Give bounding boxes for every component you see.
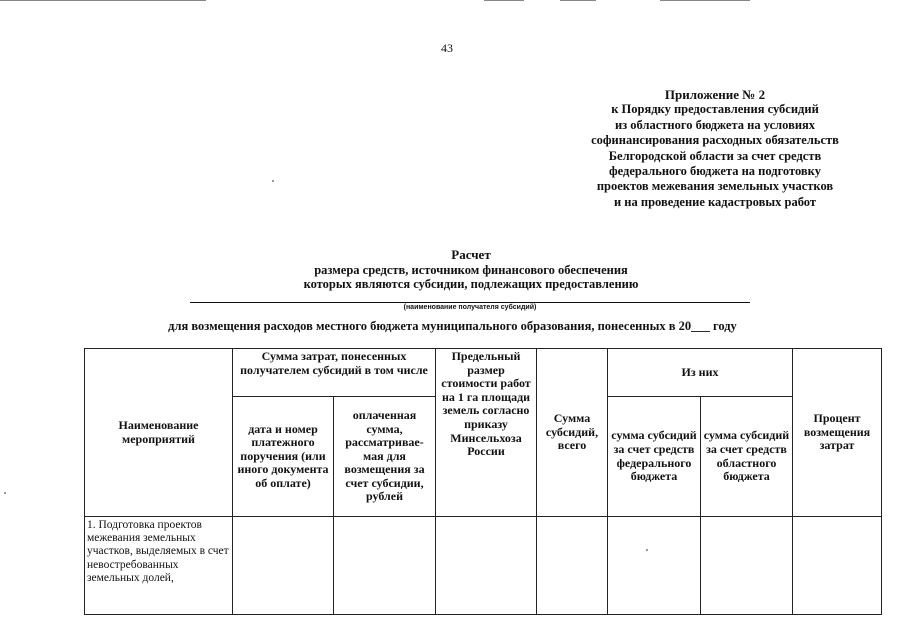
appendix-title: Приложение № 2 bbox=[664, 87, 766, 102]
cell-federal bbox=[608, 517, 701, 615]
cell-payment-doc bbox=[233, 517, 334, 615]
recipient-caption: (наименование получателя субсидий) bbox=[403, 304, 537, 311]
table-row bbox=[85, 517, 882, 615]
scan-artifact bbox=[0, 0, 206, 1]
appendix-header bbox=[545, 87, 885, 210]
purpose-line: для возмещения расходов местного бюджета муниципального образования, понесенных в 20___ году bbox=[168, 319, 737, 333]
scan-artifact bbox=[660, 0, 750, 1]
cell-max-cost bbox=[436, 517, 537, 615]
appendix-line: из областного бюджета на условиях bbox=[614, 117, 816, 132]
page-number: 43 bbox=[441, 41, 453, 55]
appendix-line: федерального бюджета на подготовку bbox=[609, 164, 821, 179]
scan-speck bbox=[4, 492, 6, 494]
calculation-title-line: размера средств, источником финансового обеспечения bbox=[314, 262, 628, 277]
cell-paid-amount bbox=[334, 517, 436, 615]
cell-regional bbox=[701, 517, 793, 615]
header-percent: Процент возмещения затрат bbox=[793, 349, 882, 517]
scan-artifact bbox=[560, 0, 596, 1]
header-costs-group: Сумма затрат, понесенных получателем субсидий в том числе bbox=[233, 349, 436, 397]
header-name: Наименование мероприятий bbox=[85, 349, 233, 517]
appendix-line: проектов межевания земельных участков bbox=[596, 179, 834, 194]
header-regional: сумма субсидий за счет средств областного бюджета bbox=[701, 397, 793, 517]
calculation-table bbox=[84, 348, 882, 615]
cell-percent bbox=[793, 517, 882, 615]
calculation-title-line: которых являются субсидии, подлежащих предоставлению bbox=[303, 277, 639, 291]
calculation-title bbox=[230, 248, 712, 292]
appendix-line: софинансирования расходных обязательств bbox=[591, 133, 839, 148]
appendix-line: Белгородской области за счет средств bbox=[608, 148, 822, 163]
calculation-title-line: Расчет bbox=[451, 247, 491, 262]
scan-artifact bbox=[484, 0, 524, 1]
header-subsidy-total: Сумма субсидий, всего bbox=[537, 349, 608, 517]
header-of-which: Из них bbox=[608, 349, 793, 397]
scan-speck bbox=[272, 180, 274, 182]
header-paid-amount: оплаченная сумма, рассматривае-мая для возмещения за счет субсидии, рублей bbox=[334, 397, 436, 517]
header-payment-doc: дата и номер платежного поручения (или иного документа об оплате) bbox=[233, 397, 334, 517]
cell-subsidy-total bbox=[537, 517, 608, 615]
appendix-line: к Порядку предоставления субсидий bbox=[611, 102, 819, 117]
header-max-cost: Предельный размер стоимости работ на 1 га площади земель согласно приказу Минсельхоза России bbox=[436, 349, 537, 517]
header-federal: сумма субсидий за счет средств федерального бюджета bbox=[608, 397, 701, 517]
appendix-line: и на проведение кадастровых работ bbox=[613, 194, 817, 209]
cell-name: 1. Подготовка проектов межевания земельных участков, выделяемых в счет невостребованных земельных долей, bbox=[85, 517, 233, 615]
